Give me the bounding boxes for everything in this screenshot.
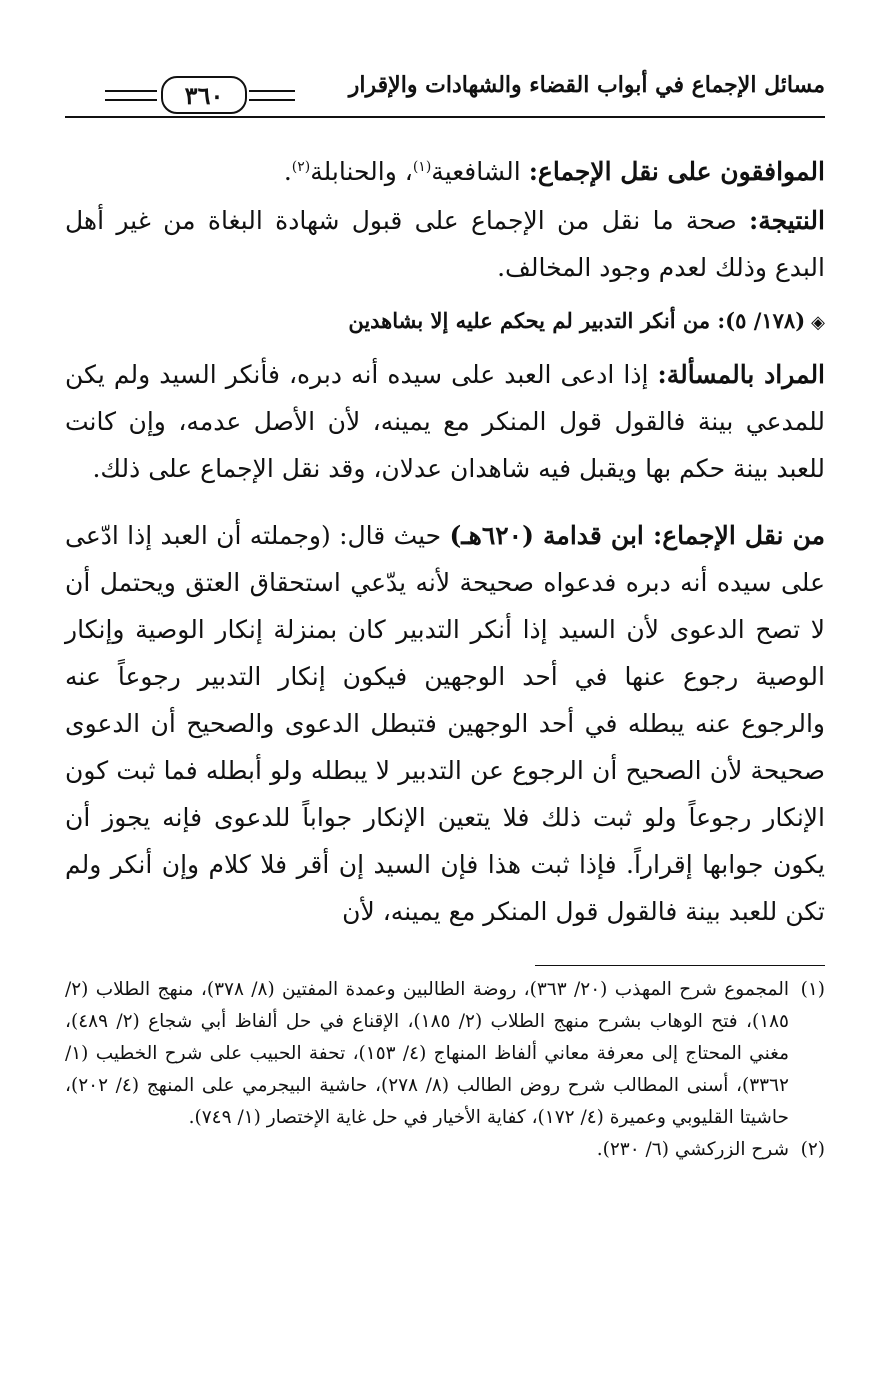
agreeing-label: الموافقون على نقل الإجماع: [528,157,825,186]
book-page [65,60,825,1380]
consensus-source-paragraph [65,512,825,935]
agreeing-text-c: . [283,157,292,186]
meaning-label: المراد بالمسألة: [657,360,826,389]
issue-meaning-paragraph [65,351,825,492]
footnote-number: (١) [800,979,825,1000]
ornament-rule-right [249,90,295,101]
diamond-icon: ◈ [811,312,825,333]
issue-heading [65,303,825,341]
issue-heading-text: (١٧٨/ ٥): من أنكر التدبير لم يحكم عليه إلا بشاهدين [348,308,806,333]
page-number: ٣٦٠ [161,76,247,114]
header-rule [65,116,825,118]
agreeing-text-a: الشافعية [431,157,529,186]
result-text: صحة ما نقل من الإجماع على قبول شهادة البغاة من غير أهل البدع وذلك لعدم وجود المخالف. [65,206,825,282]
source-quote: حيث قال: (وجملته أن العبد إذا ادّعى على سيده أنه دبره فدعواه صحيحة لأنه يدّعي استحقاق العتق ويحتمل أن لا تصح الدعوى لأن السيد إذا أنكر التدبير كان بمنزلة إنكار الوصية وإنكار الوصية رجوع عنها في أحد الوجهين فيكون إنكار التدبير رجوعاً عنه والرجوع عنه يبطله في أحد الوجهين فتبطل الدعوى والصحيح أن الدعوى صحيحة لأن الصحيح أن الرجوع عن التدبير لا يبطله ولو أبطله فما ثبت كون الإنكار رجوعاً ولو ثبت ذلك فلا يتعين الإنكار جواباً للدعوى فإنه يجوز أن يكون جوابها إقراراً. فإذا ثبت هذا فإن السيد إن أقر فلا كلام وإن أنكر ولم تكن للعبد بينة فالقول قول المنكر مع يمينه، لأن [65,521,825,926]
footnote-ref-2[interactable]: (٢) [291,159,311,175]
agreeing-scholars-paragraph [65,148,825,195]
result-label: النتيجة: [749,206,825,235]
footnote-separator [535,965,825,966]
page-number-ornament [105,72,295,112]
ornament-rule-left [105,90,157,101]
running-header [65,60,825,120]
footnote-number: (٢) [800,1139,825,1160]
running-title: مسائل الإجماع في أبواب القضاء والشهادات والإقرار [348,72,825,98]
footnote-text: المجموع شرح المهذب (٢٠/ ٣٦٣)، روضة الطالبين وعمدة المفتين (٨/ ٣٧٨)، منهج الطلاب (٢/ ١٨٥)، فتح الوهاب بشرح منهج الطلاب (٢/ ١٨٥)، الإقناع في حل ألفاظ أبي شجاع (٢/ ٤٨٩)، مغني المحتاج إلى معرفة معاني ألفاظ المنهاج (٤/ ١٥٣)، تحفة الحبيب على شرح الخطيب (١/ ٣٣٦٢)، أسنى المطالب شرح روض الطالب (٨/ ٢٧٨)، حاشية البيجرمي على المنهج (٤/ ٢٠٢)، حاشيتا القليوبي وعميرة (٤/ ١٧٢)، كفاية الأخيار في حل غاية الإختصار (١/ ٧٤٩). [65,979,790,1128]
agreeing-text-b: ، والحنابلة [310,157,413,186]
footnote-1 [65,974,825,1134]
footnote-ref-1[interactable]: (١) [412,159,432,175]
footnote-text: شرح الزركشي (٦/ ٢٣٠). [596,1139,789,1160]
footnote-2 [65,1134,825,1166]
result-paragraph [65,197,825,291]
source-author: ابن قدامة (٦٢٠هـ) [449,521,653,550]
meaning-text: إذا ادعى العبد على سيده أنه دبره، فأنكر السيد ولم يكن للمدعي بينة فالقول قول المنكر مع يمينه، لأن الأصل عدمه، وإن كانت للعبد بينة حكم بها ويقبل فيه شاهدان عدلان، وقد نقل الإجماع على ذلك. [65,360,825,483]
source-label: من نقل الإجماع: [652,521,825,550]
